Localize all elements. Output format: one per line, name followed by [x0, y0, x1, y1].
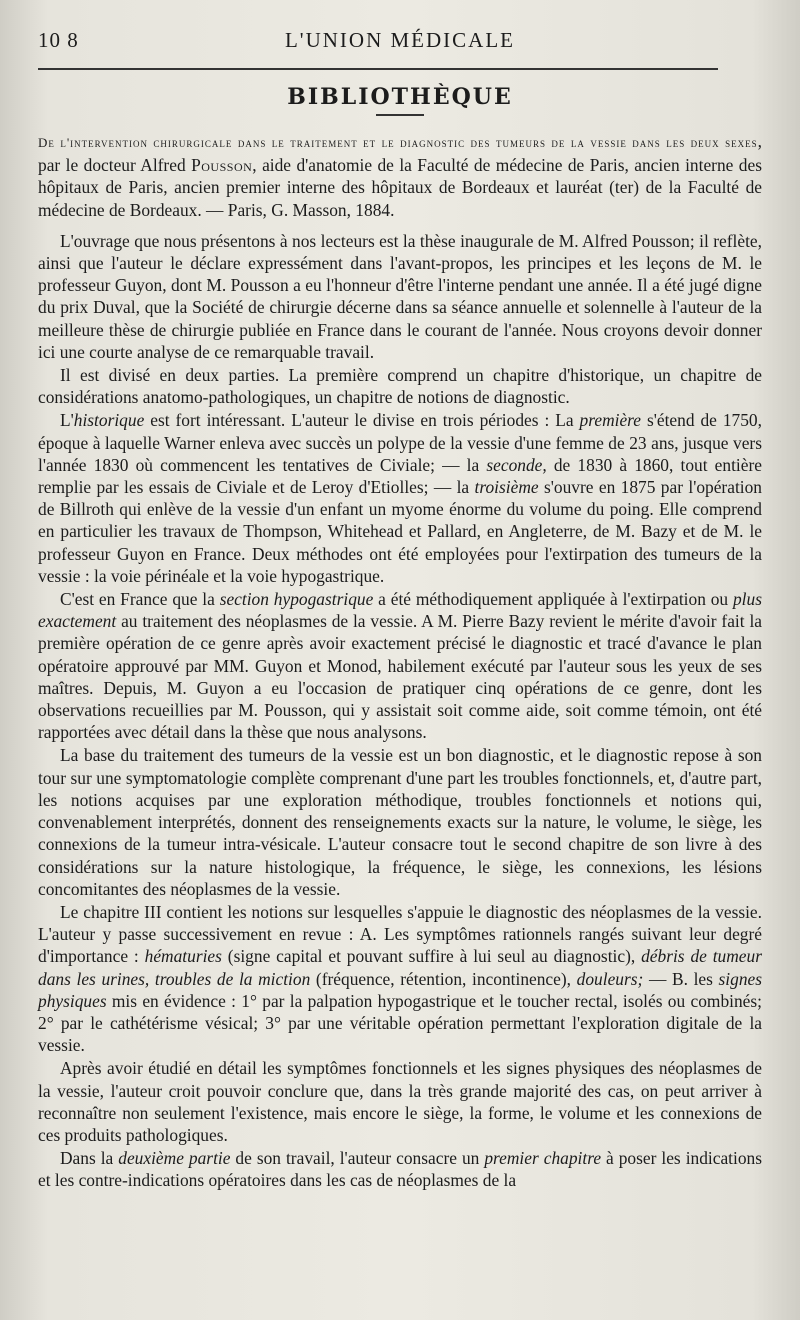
- p8-text-a: Dans la: [60, 1148, 119, 1169]
- p6-italic-c: douleurs;: [576, 968, 644, 989]
- bibliographic-entry: [38, 130, 762, 221]
- p6-text-b: (signe capital et pouvant suffire à lui seul au diagnostic),: [221, 946, 642, 967]
- title-underline: [376, 114, 424, 116]
- p3-italic-d: troisième: [474, 477, 539, 498]
- p4-italic-a: section hypogastrique: [219, 589, 374, 610]
- paragraph-8: [38, 1147, 762, 1191]
- p3-text-d: de 1830 à 1860, tout entière remplie par les essais de Civiale et de Leroy d'Etiolles; — la: [38, 454, 762, 498]
- p3-text-e: s'ouvre en 1875 par l'opération de Billroth qui enlève de la vessie d'un enfant un myome énorme du volume du poing. Elle comprend en particulier les travaux de Thompson, Whitehead et Pallard, en Angleterre, de M. Bazy et de M. le professeur Guyon en France. Deux méthodes ont été employées pour l'extirpation des tumeurs de la vessie : la voie périnéale et la voie hypogastrique.: [38, 477, 762, 586]
- p3-text-c: s'étend de 1750, époque à laquelle Warner enleva avec succès un polype de la vessie d'une femme de 23 ans, jusque vers l'année 1830 où commencent les tentatives de Civiale; — la: [38, 410, 762, 475]
- p3-text-b: est fort intéressant. L'auteur le divise en trois périodes : La: [144, 410, 580, 431]
- p8-text-b: de son travail, l'auteur consacre un: [230, 1148, 485, 1169]
- paragraph-6: [38, 901, 762, 1056]
- p4-italic-b: plus exactement: [38, 589, 762, 632]
- p4-text-a: C'est en France que la: [60, 589, 220, 610]
- book-by: , par le docteur Alfred: [38, 131, 762, 176]
- paragraph-7: Après avoir étudié en détail les symptômes fonctionnels et les signes physiques des néoplasmes de la vessie, l'auteur croit pouvoir conclure que, dans la très grande majorité des cas, on peut arriver à reconnaître non seulement l'existence, mais encore le siège, la forme, le volume et les connexions de ces produits pathologiques.: [38, 1058, 762, 1145]
- p8-italic-a: deuxième partie: [118, 1148, 231, 1169]
- p6-text-e: mis en évidence : 1° par la palpation hypogastrique et le toucher rectal, isolés ou combinés; 2° par le cathétérisme vésical; 3° par une véritable opération permettant l'exploration digitale de la vessie.: [38, 990, 762, 1056]
- journal-title: L'UNION MÉDICALE: [284, 28, 515, 52]
- book-author: Pousson: [191, 155, 253, 176]
- running-head: [38, 28, 762, 64]
- p3-italic-a: historique: [73, 410, 145, 431]
- p6-text-c: (fréquence, rétention, incontinence),: [310, 968, 577, 989]
- paragraph-4: [38, 588, 762, 743]
- p6-italic-b: débris de tumeur dans les urines, troubles de la miction: [38, 946, 762, 989]
- p4-text-b: a été méthodiquement appliquée à l'extirpation ou: [373, 589, 733, 610]
- p3-text-a: L': [60, 410, 74, 431]
- p4-text-c: au traitement des néoplasmes de la vessie. A M. Pierre Bazy revient le mérite d'avoir fait la première opération de ce genre après avoir exactement précisé le diagnostic et tracé d'avance le plan opératoire approuvé par MM. Guyon et Monod, habilement exécuté par l'auteur sous les yeux de ses maîtres. Depuis, M. Guyon a eu l'occasion de pratiquer cinq opérations de ce genre, dont les observations recueillies par M. Pousson, qui y assistait soit comme aide, soit comme témoin, ont été rapportées avec détail dans la thèse que nous analysons.: [38, 611, 762, 743]
- p8-text-c: à poser les indications et les contre-indications opératoires dans les cas de néoplasmes de la: [38, 1148, 763, 1191]
- p6-italic-a: hématuries: [144, 946, 222, 967]
- book-details: , aide d'anatomie de la Faculté de médecine de Paris, ancien interne des hôpitaux de Paris, ancien premier interne des hôpitaux de Bordeaux et lauréat (ter) de la Faculté de médecine de Bordeaux. — Paris, G. Masson, 1884.: [38, 155, 762, 220]
- p3-italic-b: première: [579, 410, 642, 431]
- p3-italic-c: seconde,: [486, 454, 547, 475]
- section-title: BIBLIOTHÈQUE: [287, 84, 513, 110]
- paragraph-5: La base du traitement des tumeurs de la vessie est un bon diagnostic, et le diagnostic repose à son tour sur une symptomatologie complète comprenant d'une part les troubles fonctionnels, et, d'autre part, les notions acquises par une exploration méthodique, troubles fonctionnels et notions qui, convenablement interprétés, donnent des renseignements exacts sur la nature, le volume, le siège, les connexions de la tumeur intra-vésicale. L'auteur consacre tout le second chapitre de son livre à des considérations sur la nature histologique, la fréquence, le siège, les connexions, les lésions concomitantes des néoplasmes de la vessie.: [38, 745, 762, 899]
- book-title: De l'intervention chirurgicale dans le traitement et le diagnostic des tumeurs de la vessie dans les deux sexes: [38, 135, 758, 150]
- paragraph-2: Il est divisé en deux parties. La première comprend un chapitre d'historique, un chapitre de considérations anatomo-pathologiques, un chapitre de notions de diagnostic.: [38, 365, 762, 408]
- p6-text-d: — B. les: [643, 968, 719, 989]
- p8-italic-b: premier chapitre: [484, 1148, 602, 1169]
- header-rule: [38, 68, 718, 70]
- p6-italic-d: signes physiques: [38, 968, 763, 1011]
- article-body: [38, 130, 762, 1192]
- paragraph-1: L'ouvrage que nous présentons à nos lecteurs est la thèse inaugurale de M. Alfred Pousson; il reflète, ainsi que l'auteur le déclare expressément dans l'avant-propos, les principes et les leçons de M. le professeur Guyon, dont M. Pousson a eu l'honneur d'être l'interne pendant une année. Il a été jugé digne du prix Duval, que la Société de chirurgie décerne dans sa séance annuelle et solennelle à l'auteur de la meilleure thèse de chirurgie publiée en France dans le courant de l'année. Nous croyons devoir donner ici une courte analyse de ce remarquable travail.: [38, 230, 762, 362]
- paragraph-3: [38, 409, 762, 587]
- page-number: 10 8: [38, 28, 79, 52]
- p6-text-a: Le chapitre III contient les notions sur lesquelles s'appuie le diagnostic des néoplasmes de la vessie. L'auteur y passe successivement en revue : A. Les symptômes rationnels rangés suivant leur degré d'importance :: [38, 901, 762, 967]
